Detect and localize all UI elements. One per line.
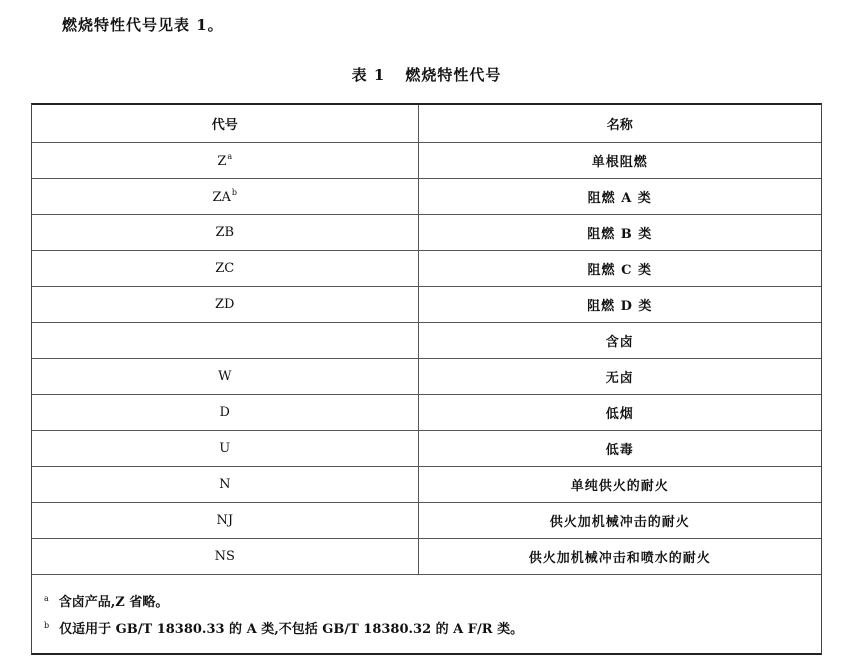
- table-row: [32, 215, 821, 251]
- footnote-mark: b: [44, 621, 50, 630]
- code-text: D: [219, 405, 230, 420]
- table-row: [32, 143, 821, 179]
- header-code: 代号: [32, 105, 418, 143]
- code-text: NJ: [216, 513, 234, 528]
- cell-name: 阻燃 C 类: [418, 251, 821, 287]
- table-footnotes: [32, 575, 821, 653]
- cell-name: 低烟: [418, 395, 821, 431]
- table-number: 表 1: [351, 66, 386, 84]
- table-row: [32, 431, 821, 467]
- table-row: [32, 359, 821, 395]
- code-text: ZD: [215, 297, 235, 312]
- footnote-mark: a: [44, 594, 49, 603]
- table-title: 燃烧特性代号: [405, 66, 502, 84]
- table-row: [32, 251, 821, 287]
- cell-code: [32, 539, 418, 575]
- cell-code: [32, 395, 418, 431]
- cell-code: [32, 143, 418, 179]
- cell-code: [32, 251, 418, 287]
- cell-name: 低毒: [418, 431, 821, 467]
- cell-name: 阻燃 A 类: [418, 179, 821, 215]
- footnote-marker: a: [227, 152, 233, 161]
- cell-code: [32, 503, 418, 539]
- cell-code: [32, 287, 418, 323]
- code-text: ZB: [215, 225, 235, 240]
- cell-code: [32, 179, 418, 215]
- code-text: W: [218, 369, 232, 384]
- table-row: [32, 287, 821, 323]
- cell-code: [32, 467, 418, 503]
- code-text: ZC: [215, 261, 235, 276]
- footnote-marker: b: [231, 188, 238, 197]
- table-row: [32, 503, 821, 539]
- footnote: [44, 585, 821, 612]
- cell-name: 无卤: [418, 359, 821, 395]
- cell-name: 单根阻燃: [418, 143, 821, 179]
- code-text: U: [219, 441, 231, 456]
- footnote-text: 含卤产品,Z 省略。: [58, 595, 169, 610]
- code-text: N: [219, 477, 231, 492]
- table-body: [32, 143, 821, 575]
- cell-code: [32, 323, 418, 359]
- combustion-code-table: [31, 103, 822, 655]
- code-text: NS: [214, 549, 235, 564]
- cell-code: [32, 431, 418, 467]
- cell-name: 阻燃 B 类: [418, 215, 821, 251]
- header-name: 名称: [418, 105, 821, 143]
- table-row: [32, 179, 821, 215]
- table-row: [32, 395, 821, 431]
- cell-name: 供火加机械冲击和喷水的耐火: [418, 539, 821, 575]
- table-row: [32, 323, 821, 359]
- code-text: Z: [217, 154, 227, 169]
- cell-code: [32, 215, 418, 251]
- table-row: [32, 467, 821, 503]
- table-header-row: [32, 105, 821, 143]
- cell-name: 含卤: [418, 323, 821, 359]
- table-row: [32, 539, 821, 575]
- footnote: [44, 612, 821, 639]
- cell-name: 阻燃 D 类: [418, 287, 821, 323]
- cell-name: 单纯供火的耐火: [418, 467, 821, 503]
- footnote-text: 仅适用于 GB/T 18380.33 的 A 类,不包括 GB/T 18380.32 的 A F/R 类。: [59, 622, 524, 637]
- table-caption: [0, 64, 853, 85]
- cell-name: 供火加机械冲击的耐火: [418, 503, 821, 539]
- code-text: ZA: [212, 190, 231, 205]
- intro-text: 燃烧特性代号见表 1。: [62, 16, 224, 34]
- cell-code: [32, 359, 418, 395]
